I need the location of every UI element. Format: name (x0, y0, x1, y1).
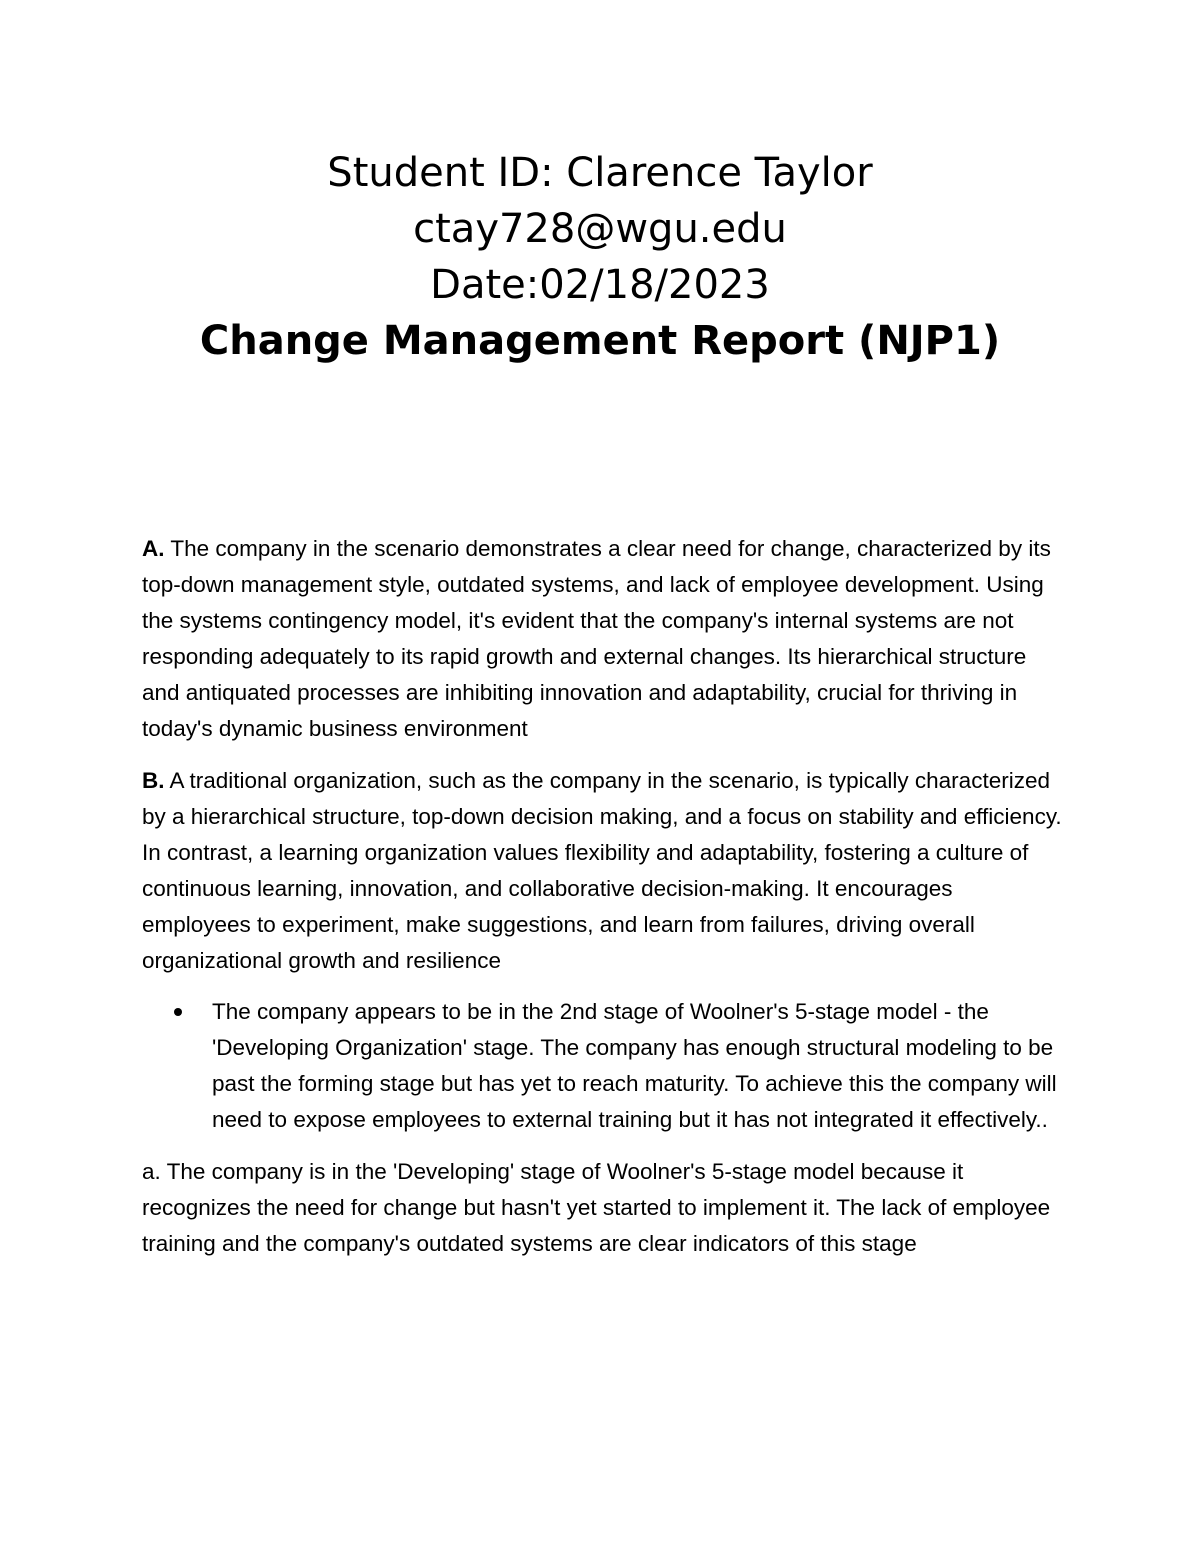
section-b-paragraph (142, 763, 1062, 980)
bullet-list (142, 994, 1062, 1138)
title-block (0, 145, 1200, 369)
section-a-text: The company in the scenario demonstrates a clear need for change, characterized by its top-down management style, outdated systems, and lack of employee development. Using the systems contingency model, it's evident that the company's internal systems are not responding adequately to its rapid growth and external changes. Its hierarchical structure and antiquated processes are inhibiting innovation and adaptability, crucial for thriving in today's dynamic business environment (142, 536, 1051, 742)
document-body (142, 531, 1062, 1277)
list-item (142, 994, 1062, 1138)
section-a-paragraph (142, 531, 1062, 748)
section-b-text: A traditional organization, such as the company in the scenario, is typically characterized by a hierarchical structure, top-down decision making, and a focus on stability and efficiency. In contrast, a learning organization values flexibility and adaptability, fostering a culture of continuous learning, innovation, and collaborative decision-making. It encourages employees to experiment, make suggestions, and learn from failures, driving overall organizational growth and resilience (142, 767, 1062, 974)
section-b-label: B. (142, 767, 165, 793)
report-title: Change Management Report (NJP1) (199, 318, 1001, 364)
student-id: Student ID: Clarence Taylor (327, 150, 873, 196)
section-a-label: A. (142, 536, 165, 561)
bullet-text: The company appears to be in the 2nd stage of Woolner's 5-stage model - the 'Developing Organization' stage. The company has enough structural modeling to be past the forming stage but has yet to reach maturity. To achieve this the company will need to expose employees to external training but it has not integrated it effectively.. (212, 999, 1057, 1133)
report-date: Date:02/18/2023 (430, 262, 770, 308)
section-a-lower-paragraph: a. The company is in the 'Developing' stage of Woolner's 5-stage model because it recognizes the need for change but hasn't yet started to implement it. The lack of employee training and the company's outdated systems are clear indicators of this stage (142, 1158, 1051, 1256)
student-email: ctay728@wgu.edu (413, 206, 787, 252)
bullet-dot-icon (174, 1008, 182, 1016)
